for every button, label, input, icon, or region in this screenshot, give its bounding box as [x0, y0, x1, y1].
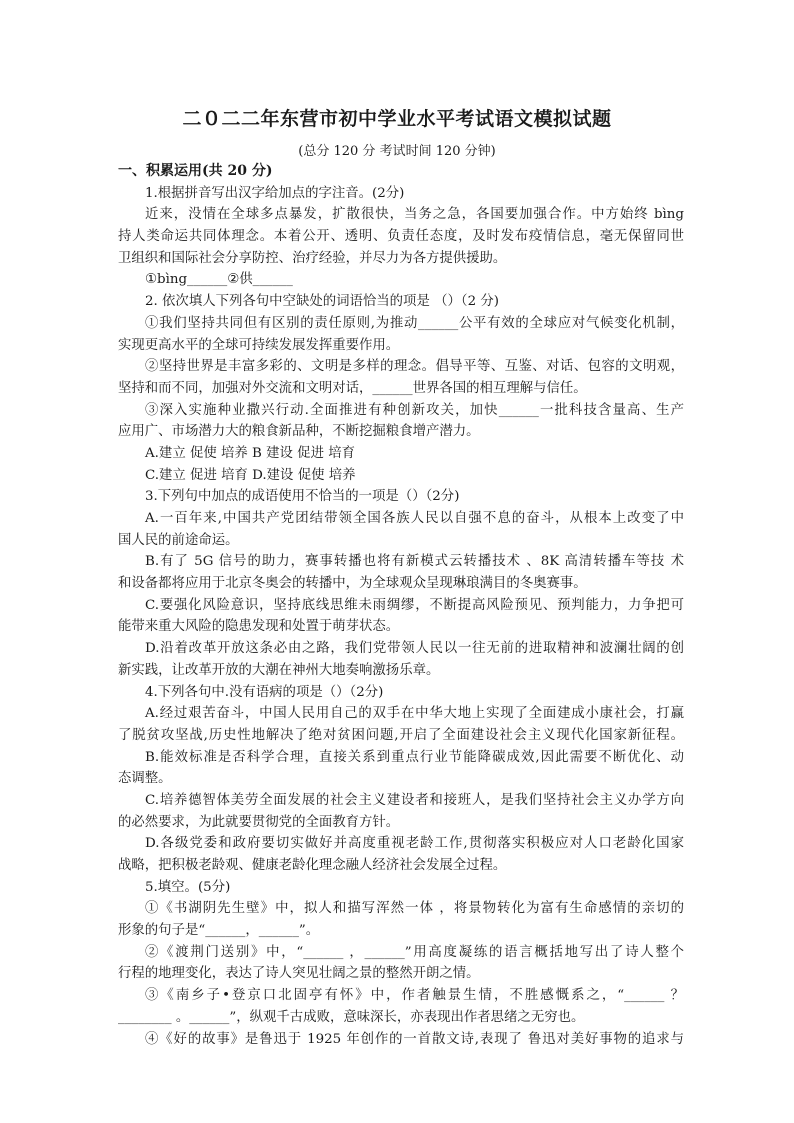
text-line: 能带来重大风险的隐患发现和处置于萌芽状态。	[118, 619, 400, 635]
section-heading: 一、积累运用(共 20 分)	[118, 163, 273, 179]
text-line: A.一百年来,中国共产党团结带领全国各族人民以自强不息的奋斗，从根本上改变了中	[145, 511, 684, 526]
text-line: C.要强化风险意识，坚持底线思维未雨绸缪，不断提高风险预见、预判能力，力争把可	[145, 597, 684, 613]
text-line: 了脱贫攻坚战,历史性地解决了绝对贫困问题,开启了全面建设社会主义现代化国家新征程。	[118, 727, 684, 743]
text-line: ③《南乡子•登京口北固亭有怀》中，作者触景生情，不胜感慨系之，“______ ？	[145, 988, 684, 1004]
text-line: D.各级党委和政府要切实做好并高度重视老龄工作,贯彻落实积极应对人口老龄化国家	[145, 836, 684, 852]
text-line: 的必然要求，为此就要贯彻党的全面教育方针。	[118, 814, 400, 830]
text-line: ②坚持世界是丰富多彩的、文明是多样的理念。倡导平等、互鉴、对话、包容的文明观，	[145, 359, 684, 375]
text-line: A.经过艰苦奋斗，中国人民用自己的双手在中华大地上实现了全面建成小康社会，打赢	[145, 706, 684, 722]
text-line: 和设备都将应用于北京冬奥会的转播中，为全球观众呈现琳琅满目的冬奥赛事。	[118, 576, 587, 592]
text-line: B.能效标准是否科学合理，直接关系到重点行业节能降碳成效,因此需要不断优化、动	[145, 749, 684, 765]
text-line: 2. 依次填人下列各句中空缺处的词语恰当的项是 （）（2 分)	[145, 294, 499, 310]
text-line: ④《好的故事》是鲁迅于 1925 年创作的一首散文诗,表现了 鲁迅对美好事物的追求与	[145, 1031, 684, 1047]
text-line: 坚持和而不同，加强对外交流和文明对话，______世界各国的相互理解与信任。	[118, 380, 587, 396]
text-line: 3.下列句中加点的成语使用不恰当的一项是（）（2分)	[145, 489, 460, 505]
text-line: 应用广、市场潜力大的粮食新品种，不断挖掘粮食增产潜力。	[118, 424, 480, 440]
text-line: 4.下列各句中.没有语病的项是（）（2分)	[145, 684, 384, 700]
page-title: 二０二二年东营市初中学业水平考试语文模拟试题	[182, 108, 612, 130]
text-line: 1.根据拼音写出汉字给加点的字注音。(2分)	[145, 185, 405, 201]
text-line: 形象的句子是“______，______”。	[118, 923, 320, 939]
text-line: C.培养德智体美劳全面发展的社会主义建设者和接班人，是我们坚持社会主义办学方向	[145, 792, 684, 808]
text-line: D.沿着改革开放这条必由之路，我们党带领人民以一往无前的进取精神和波澜壮阔的创	[145, 641, 684, 657]
text-line: C.建立 促进 培育 D.建设 促使 培养	[145, 467, 356, 483]
text-line: ①我们坚持共同但有区别的责任原则,为推动______公平有效的全球应对气候变化机制，	[145, 315, 684, 331]
text-line: ①《书湖阴先生壁》中，拟人和描写浑然一体 ，将景物转化为富有生命感情的亲切的	[145, 901, 684, 917]
text-line: 国人民的前途命运。	[118, 532, 239, 548]
exam-info: (总分 120 分 考试时间 120 分钟)	[298, 144, 496, 159]
text-line: 态调整。	[118, 771, 172, 787]
text-line: 战略，把积极老龄观、健康老龄化理念融人经济社会发展全过程。	[118, 858, 507, 873]
text-line: ①bìng______②供______	[145, 272, 293, 288]
text-line: ②《渡荆门送别》中，“______ ，______”用高度凝练的语言概括地写出了诗人整个	[145, 944, 684, 960]
text-line: 实现更高水平的全球可持续发展发挥重要作用。	[118, 337, 400, 353]
text-line: B.有了 5G 信号的助力，赛事转播也将有新模式云转播技术 、8K 高清转播车等技 术	[145, 554, 684, 570]
exam-body	[118, 161, 684, 1050]
text-line: 新实践，让改革开放的大潮在神州大地奏响激扬乐章。	[118, 662, 440, 678]
text-line: ③深入实施种业撒兴行动.全面推进有种创新攻关，加快______一批科技含量高、生产	[145, 402, 684, 418]
text-line: A.建立 促使 培养 B 建设 促进 培育	[145, 445, 355, 461]
text-line: 5.填空。(5分)	[145, 879, 231, 895]
text-line: 持人类命运共同体理念。本着公开、透明、负责任态度，及时发布疫情信息，毫无保留同世	[118, 229, 684, 245]
text-line: 行程的地理变化，表达了诗人突见壮阔之景的整然开朗之情。	[118, 966, 480, 982]
text-line: 近来，没情在全球多点暴发，扩散很快，当务之急，各国要加强合作。中方始终 bìng	[145, 207, 684, 223]
text-line: ________ 。______”，纵观千古成败，意味深长，亦表现出作者思绪之无穷也。	[118, 1009, 585, 1025]
text-line: 卫组织和国际社会分享防控、治疗经验，并尽力为各方提供援助。	[118, 250, 507, 266]
